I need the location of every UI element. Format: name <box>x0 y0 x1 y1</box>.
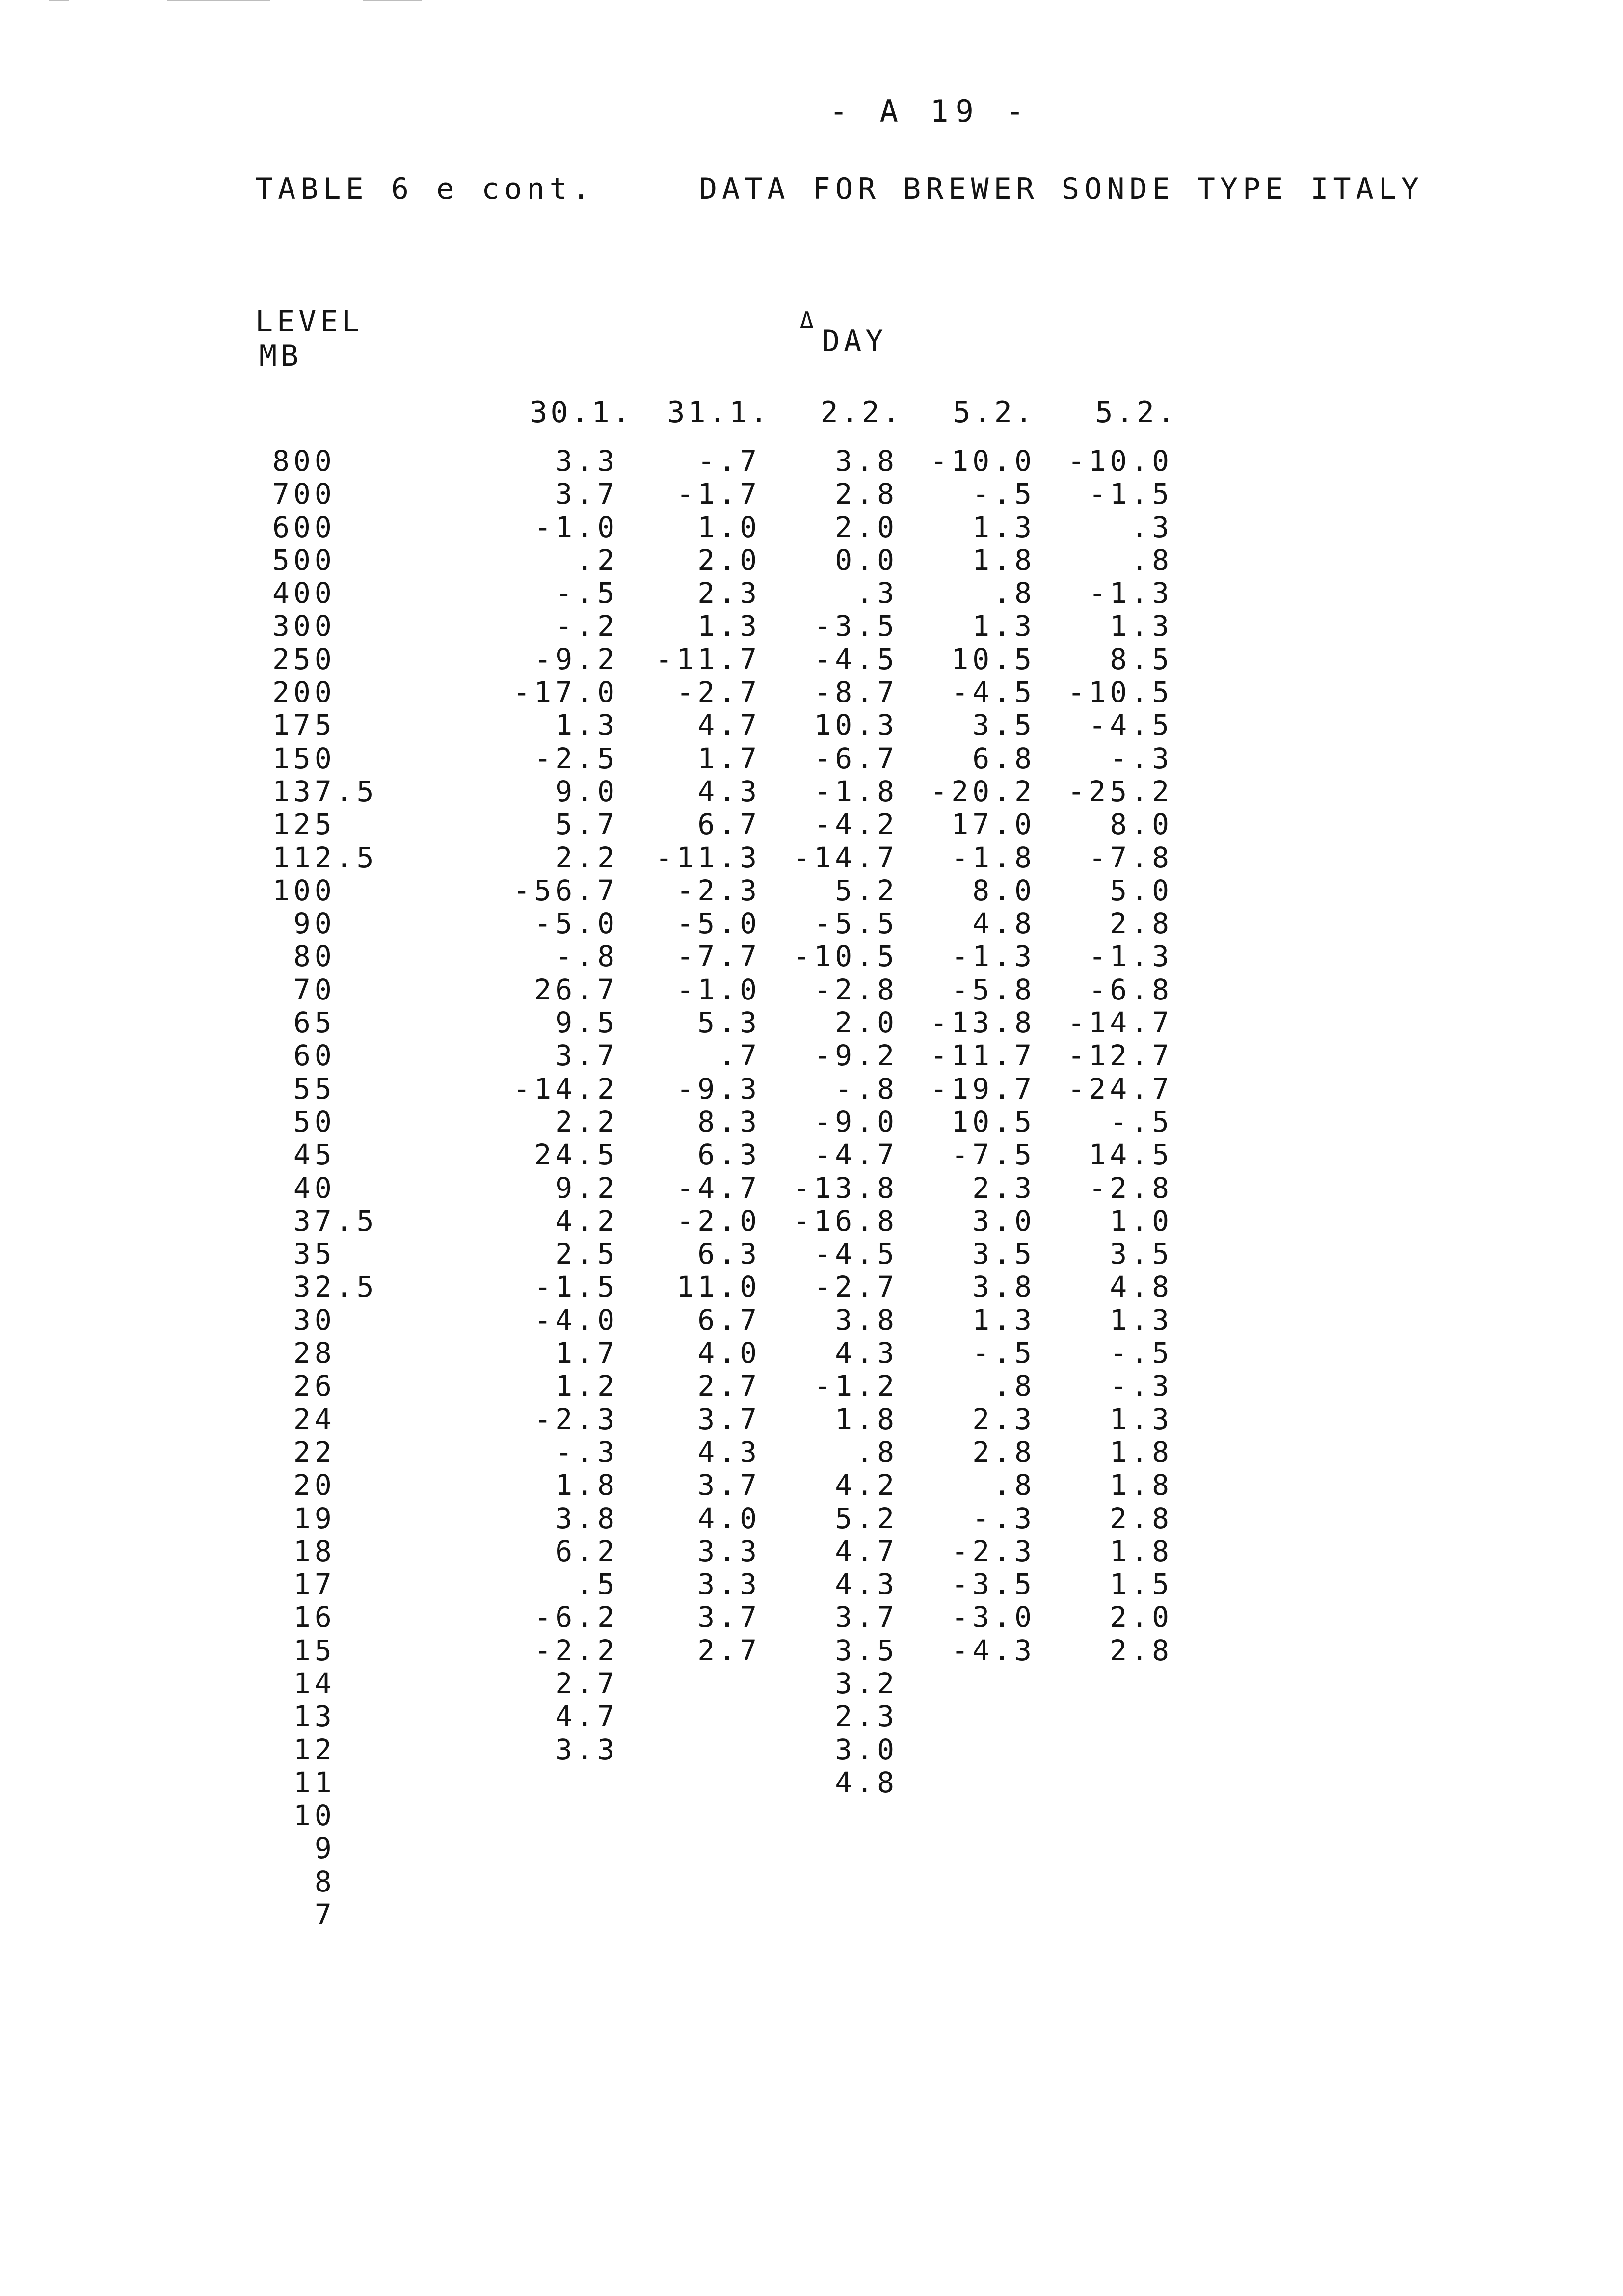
value-cell: 3.8 <box>972 1270 1036 1304</box>
value-cell: 3.7 <box>697 1402 761 1436</box>
value-cell: -24.7 <box>1067 1072 1173 1106</box>
value-cell: -25.2 <box>1067 774 1173 808</box>
level-header-line-1: LEVEL <box>255 304 364 339</box>
level-cell: 37.5 <box>272 1204 378 1238</box>
value-cell: -2.7 <box>814 1270 898 1304</box>
value-cell: -8.7 <box>814 675 898 709</box>
table-row <box>0 1865 1623 1898</box>
value-cell: 3.5 <box>835 1633 898 1667</box>
value-cell: 2.5 <box>555 1237 618 1271</box>
level-cell: 30 <box>272 1303 336 1337</box>
value-cell: 3.8 <box>555 1501 618 1535</box>
table-row <box>0 775 1623 808</box>
value-cell: -4.7 <box>814 1138 898 1172</box>
level-cell: 32.5 <box>272 1270 378 1304</box>
value-cell: -.5 <box>972 1336 1036 1370</box>
value-cell: 9.5 <box>555 1006 618 1040</box>
value-cell: 1.3 <box>972 510 1036 544</box>
table-row <box>0 1237 1623 1270</box>
value-cell: -2.3 <box>951 1534 1036 1568</box>
value-cell: 2.0 <box>835 510 898 544</box>
level-cell: 14 <box>272 1666 336 1700</box>
value-cell: -1.8 <box>951 840 1036 874</box>
value-cell: -5.0 <box>676 907 761 941</box>
value-cell: -4.7 <box>676 1171 761 1205</box>
value-cell: .8 <box>993 576 1036 610</box>
value-cell: -14.7 <box>793 840 898 874</box>
value-cell: -1.8 <box>814 774 898 808</box>
value-cell: -7.7 <box>676 940 761 973</box>
value-cell: 6.8 <box>972 741 1036 775</box>
value-cell: 1.7 <box>697 741 761 775</box>
table-row <box>0 1799 1623 1832</box>
table-row <box>0 940 1623 972</box>
table-row <box>0 1634 1623 1667</box>
column-header-31-1: 31.1. <box>667 395 771 430</box>
level-header-line-2: MB <box>259 339 303 373</box>
value-cell: -.3 <box>1110 741 1173 775</box>
data-table <box>0 444 1623 1931</box>
value-cell: -2.3 <box>534 1402 618 1436</box>
value-cell: -12.7 <box>1067 1039 1173 1073</box>
value-cell: 2.7 <box>697 1369 761 1403</box>
value-cell: 2.8 <box>972 1435 1036 1469</box>
value-cell: -1.0 <box>534 510 618 544</box>
value-cell: 1.8 <box>1110 1468 1173 1502</box>
value-cell: 4.8 <box>835 1765 898 1799</box>
table-row <box>0 511 1623 543</box>
value-cell: 2.2 <box>555 1105 618 1138</box>
value-cell: -9.2 <box>534 642 618 676</box>
level-cell: 700 <box>272 477 336 511</box>
level-cell: 9 <box>272 1832 336 1865</box>
value-cell: -2.5 <box>534 741 618 775</box>
table-row <box>0 808 1623 840</box>
value-cell: 2.8 <box>1110 1633 1173 1667</box>
level-cell: 300 <box>272 609 336 643</box>
value-cell: 1.7 <box>555 1336 618 1370</box>
value-cell: 2.8 <box>835 477 898 511</box>
value-cell: -4.5 <box>1089 708 1173 742</box>
table-row <box>0 1468 1623 1501</box>
table-row <box>0 874 1623 907</box>
level-cell: 80 <box>272 940 336 973</box>
level-cell: 22 <box>272 1435 336 1469</box>
value-cell: 2.2 <box>555 840 618 874</box>
value-cell: 1.8 <box>972 543 1036 577</box>
value-cell: 3.3 <box>697 1567 761 1601</box>
value-cell: -9.2 <box>814 1039 898 1073</box>
value-cell: 4.2 <box>835 1468 898 1502</box>
value-cell: -16.8 <box>793 1204 898 1238</box>
table-row <box>0 973 1623 1006</box>
table-row <box>0 1138 1623 1171</box>
level-cell: 137.5 <box>272 774 378 808</box>
value-cell: -6.8 <box>1089 972 1173 1006</box>
value-cell: 11.0 <box>676 1270 761 1304</box>
level-cell: 125 <box>272 808 336 841</box>
value-cell: 3.3 <box>697 1534 761 1568</box>
value-cell: 1.3 <box>555 708 618 742</box>
value-cell: -4.2 <box>814 808 898 841</box>
value-cell: -.8 <box>835 1072 898 1106</box>
value-cell: -1.0 <box>676 972 761 1006</box>
level-cell: 65 <box>272 1006 336 1040</box>
level-cell: 35 <box>272 1237 336 1271</box>
value-cell: .2 <box>576 543 618 577</box>
value-cell: 4.7 <box>697 708 761 742</box>
value-cell: -.5 <box>972 477 1036 511</box>
scan-mark-left <box>49 0 69 1</box>
level-cell: 112.5 <box>272 840 378 874</box>
table-row <box>0 1898 1623 1931</box>
value-cell: -2.3 <box>676 873 761 907</box>
value-cell: -13.8 <box>930 1006 1036 1040</box>
value-cell: 10.5 <box>951 1105 1036 1138</box>
level-cell: 10 <box>272 1799 336 1833</box>
value-cell: -1.5 <box>1089 477 1173 511</box>
table-row <box>0 1667 1623 1700</box>
level-cell: 250 <box>272 642 336 676</box>
level-cell: 26 <box>272 1369 336 1403</box>
value-cell: .8 <box>993 1369 1036 1403</box>
value-cell: -.2 <box>555 609 618 643</box>
table-row <box>0 477 1623 510</box>
value-cell: 4.0 <box>697 1336 761 1370</box>
table-row <box>0 1700 1623 1732</box>
value-cell: 4.8 <box>1110 1270 1173 1304</box>
value-cell: 9.2 <box>555 1171 618 1205</box>
value-cell: 2.8 <box>1110 1501 1173 1535</box>
value-cell: -2.8 <box>1089 1171 1173 1205</box>
value-cell: 4.7 <box>555 1700 618 1733</box>
value-cell: 3.8 <box>835 444 898 478</box>
table-row <box>0 742 1623 775</box>
value-cell: -11.3 <box>655 840 761 874</box>
level-cell: 90 <box>272 907 336 941</box>
table-row <box>0 708 1623 741</box>
value-cell: 3.2 <box>835 1666 898 1700</box>
table-row <box>0 1435 1623 1468</box>
value-cell: -4.3 <box>951 1633 1036 1667</box>
value-cell: 17.0 <box>951 808 1036 841</box>
value-cell: -.3 <box>555 1435 618 1469</box>
table-label: TABLE 6 e cont. <box>255 172 595 206</box>
table-row <box>0 576 1623 609</box>
day-header: DAY <box>822 324 887 358</box>
value-cell: -4.5 <box>814 642 898 676</box>
table-row <box>0 1270 1623 1303</box>
level-cell: 17 <box>272 1567 336 1601</box>
level-cell: 150 <box>272 741 336 775</box>
table-row <box>0 543 1623 576</box>
value-cell: -.3 <box>1110 1369 1173 1403</box>
column-header-5-2-b: 5.2. <box>1095 395 1178 430</box>
level-cell: 20 <box>272 1468 336 1502</box>
value-cell: 1.3 <box>697 609 761 643</box>
level-cell: 200 <box>272 675 336 709</box>
value-cell: 1.0 <box>697 510 761 544</box>
value-cell: 3.7 <box>697 1468 761 1502</box>
value-cell: 5.2 <box>835 1501 898 1535</box>
table-row <box>0 1733 1623 1766</box>
level-cell: 15 <box>272 1633 336 1667</box>
value-cell: 4.7 <box>835 1534 898 1568</box>
value-cell: -1.3 <box>951 940 1036 973</box>
value-cell: .3 <box>856 576 898 610</box>
table-row <box>0 1502 1623 1535</box>
level-cell: 18 <box>272 1534 336 1568</box>
delta-symbol: Δ <box>800 307 814 333</box>
value-cell: -7.5 <box>951 1138 1036 1172</box>
value-cell: 1.8 <box>1110 1435 1173 1469</box>
value-cell: -10.5 <box>1067 675 1173 709</box>
value-cell: -2.2 <box>534 1633 618 1667</box>
value-cell: .7 <box>718 1039 761 1073</box>
level-cell: 600 <box>272 510 336 544</box>
value-cell: -3.5 <box>951 1567 1036 1601</box>
value-cell: -2.8 <box>814 972 898 1006</box>
value-cell: -13.8 <box>793 1171 898 1205</box>
value-cell: 1.3 <box>1110 609 1173 643</box>
level-cell: 50 <box>272 1105 336 1138</box>
value-cell: 3.0 <box>835 1732 898 1766</box>
value-cell: -10.0 <box>930 444 1036 478</box>
level-cell: 70 <box>272 972 336 1006</box>
value-cell: -14.7 <box>1067 1006 1173 1040</box>
level-cell: 12 <box>272 1732 336 1766</box>
value-cell: -2.7 <box>676 675 761 709</box>
value-cell: -9.3 <box>676 1072 761 1106</box>
level-cell: 500 <box>272 543 336 577</box>
value-cell: 2.7 <box>697 1633 761 1667</box>
level-cell: 16 <box>272 1600 336 1634</box>
page-number: - A 19 - <box>829 93 1031 129</box>
value-cell: 4.8 <box>972 907 1036 941</box>
value-cell: 3.3 <box>555 444 618 478</box>
table-row <box>0 907 1623 940</box>
value-cell: -4.0 <box>534 1303 618 1337</box>
value-cell: 1.2 <box>555 1369 618 1403</box>
value-cell: -1.7 <box>676 477 761 511</box>
value-cell: -10.0 <box>1067 444 1173 478</box>
value-cell: 1.3 <box>1110 1303 1173 1337</box>
value-cell: 1.3 <box>972 609 1036 643</box>
value-cell: 14.5 <box>1089 1138 1173 1172</box>
value-cell: -56.7 <box>513 873 618 907</box>
value-cell: 1.8 <box>835 1402 898 1436</box>
value-cell: -7.8 <box>1089 840 1173 874</box>
value-cell: 1.0 <box>1110 1204 1173 1238</box>
column-header-30-1: 30.1. <box>530 395 633 430</box>
value-cell: 5.2 <box>835 873 898 907</box>
value-cell: 4.0 <box>697 1501 761 1535</box>
level-cell: 40 <box>272 1171 336 1205</box>
table-row <box>0 609 1623 642</box>
level-cell: 55 <box>272 1072 336 1106</box>
level-header <box>255 304 364 373</box>
value-cell: 2.0 <box>835 1006 898 1040</box>
value-cell: 2.0 <box>1110 1600 1173 1634</box>
value-cell: 3.0 <box>972 1204 1036 1238</box>
value-cell: -.5 <box>1110 1105 1173 1138</box>
value-cell: 2.3 <box>972 1402 1036 1436</box>
level-cell: 24 <box>272 1402 336 1436</box>
value-cell: -6.2 <box>534 1600 618 1634</box>
value-cell: -3.5 <box>814 609 898 643</box>
value-cell: -19.7 <box>930 1072 1036 1106</box>
value-cell: -14.2 <box>513 1072 618 1106</box>
value-cell: 10.3 <box>814 708 898 742</box>
value-cell: -2.0 <box>676 1204 761 1238</box>
value-cell: 4.2 <box>555 1204 618 1238</box>
value-cell: 1.3 <box>1110 1402 1173 1436</box>
level-cell: 28 <box>272 1336 336 1370</box>
table-row <box>0 675 1623 708</box>
level-cell: 11 <box>272 1765 336 1799</box>
value-cell: 2.0 <box>697 543 761 577</box>
scan-mark-mid <box>167 0 270 1</box>
value-cell: -4.5 <box>814 1237 898 1271</box>
value-cell: -1.3 <box>1089 576 1173 610</box>
table-row <box>0 1072 1623 1105</box>
table-row <box>0 1403 1623 1435</box>
level-cell: 100 <box>272 873 336 907</box>
value-cell: 10.5 <box>951 642 1036 676</box>
value-cell: 4.3 <box>697 774 761 808</box>
value-cell: 4.3 <box>835 1567 898 1601</box>
value-cell: 1.8 <box>555 1468 618 1502</box>
value-cell: -1.3 <box>1089 940 1173 973</box>
table-row <box>0 1766 1623 1799</box>
value-cell: 9.0 <box>555 774 618 808</box>
value-cell: 3.7 <box>697 1600 761 1634</box>
value-cell: -.3 <box>972 1501 1036 1535</box>
value-cell: -9.0 <box>814 1105 898 1138</box>
value-cell: 2.3 <box>972 1171 1036 1205</box>
value-cell: -6.7 <box>814 741 898 775</box>
value-cell: -.7 <box>697 444 761 478</box>
value-cell: 3.8 <box>835 1303 898 1337</box>
value-cell: 24.5 <box>534 1138 618 1172</box>
table-row <box>0 1105 1623 1138</box>
value-cell: 8.0 <box>972 873 1036 907</box>
value-cell: 5.3 <box>697 1006 761 1040</box>
value-cell: 2.3 <box>697 576 761 610</box>
value-cell: 6.3 <box>697 1237 761 1271</box>
value-cell: 8.3 <box>697 1105 761 1138</box>
value-cell: -20.2 <box>930 774 1036 808</box>
value-cell: 3.7 <box>835 1600 898 1634</box>
value-cell: -5.8 <box>951 972 1036 1006</box>
table-row <box>0 1171 1623 1204</box>
table-row <box>0 1567 1623 1600</box>
level-cell: 175 <box>272 708 336 742</box>
value-cell: -1.5 <box>534 1270 618 1304</box>
value-cell: 3.7 <box>555 1039 618 1073</box>
value-cell: .8 <box>856 1435 898 1469</box>
level-cell: 400 <box>272 576 336 610</box>
value-cell: -11.7 <box>655 642 761 676</box>
value-cell: .8 <box>1131 543 1173 577</box>
table-row <box>0 841 1623 874</box>
value-cell: -17.0 <box>513 675 618 709</box>
value-cell: -1.2 <box>814 1369 898 1403</box>
value-cell: 3.5 <box>972 1237 1036 1271</box>
value-cell: 0.0 <box>835 543 898 577</box>
value-cell: 3.3 <box>555 1732 618 1766</box>
value-cell: 2.8 <box>1110 907 1173 941</box>
table-title: DATA FOR BREWER SONDE TYPE ITALY <box>699 172 1424 206</box>
value-cell: 5.0 <box>1110 873 1173 907</box>
table-row <box>0 1600 1623 1633</box>
value-cell: 8.5 <box>1110 642 1173 676</box>
value-cell: 8.0 <box>1110 808 1173 841</box>
value-cell: 3.5 <box>972 708 1036 742</box>
value-cell: 1.8 <box>1110 1534 1173 1568</box>
level-cell: 8 <box>272 1864 336 1898</box>
level-cell: 45 <box>272 1138 336 1172</box>
value-cell: 2.7 <box>555 1666 618 1700</box>
table-row <box>0 1336 1623 1369</box>
value-cell: 26.7 <box>534 972 618 1006</box>
value-cell: 6.3 <box>697 1138 761 1172</box>
table-row <box>0 1303 1623 1336</box>
level-cell: 7 <box>272 1898 336 1932</box>
value-cell: -.8 <box>555 940 618 973</box>
level-cell: 60 <box>272 1039 336 1073</box>
value-cell: 2.3 <box>835 1700 898 1733</box>
value-cell: -.5 <box>555 576 618 610</box>
value-cell: 4.3 <box>697 1435 761 1469</box>
value-cell: .5 <box>576 1567 618 1601</box>
scan-mark-right <box>363 0 422 1</box>
column-header-5-2-a: 5.2. <box>953 395 1036 430</box>
value-cell: -3.0 <box>951 1600 1036 1634</box>
value-cell: -.5 <box>1110 1336 1173 1370</box>
value-cell: 3.7 <box>555 477 618 511</box>
value-cell: -5.5 <box>814 907 898 941</box>
value-cell: -4.5 <box>951 675 1036 709</box>
value-cell: -10.5 <box>793 940 898 973</box>
value-cell: .8 <box>993 1468 1036 1502</box>
value-cell: .3 <box>1131 510 1173 544</box>
value-cell: 1.3 <box>972 1303 1036 1337</box>
table-row <box>0 1204 1623 1237</box>
table-row <box>0 1006 1623 1039</box>
level-cell: 13 <box>272 1700 336 1733</box>
table-row <box>0 444 1623 477</box>
value-cell: 6.7 <box>697 808 761 841</box>
value-cell: 4.3 <box>835 1336 898 1370</box>
value-cell: -11.7 <box>930 1039 1036 1073</box>
value-cell: 6.2 <box>555 1534 618 1568</box>
value-cell: 6.7 <box>697 1303 761 1337</box>
table-row <box>0 643 1623 675</box>
value-cell: 1.5 <box>1110 1567 1173 1601</box>
value-cell: 5.7 <box>555 808 618 841</box>
table-row <box>0 1039 1623 1072</box>
column-header-2-2: 2.2. <box>820 395 903 430</box>
level-cell: 19 <box>272 1501 336 1535</box>
table-row <box>0 1369 1623 1402</box>
value-cell: -5.0 <box>534 907 618 941</box>
value-cell: 3.5 <box>1110 1237 1173 1271</box>
table-row <box>0 1535 1623 1567</box>
table-row <box>0 1832 1623 1864</box>
level-cell: 800 <box>272 444 336 478</box>
